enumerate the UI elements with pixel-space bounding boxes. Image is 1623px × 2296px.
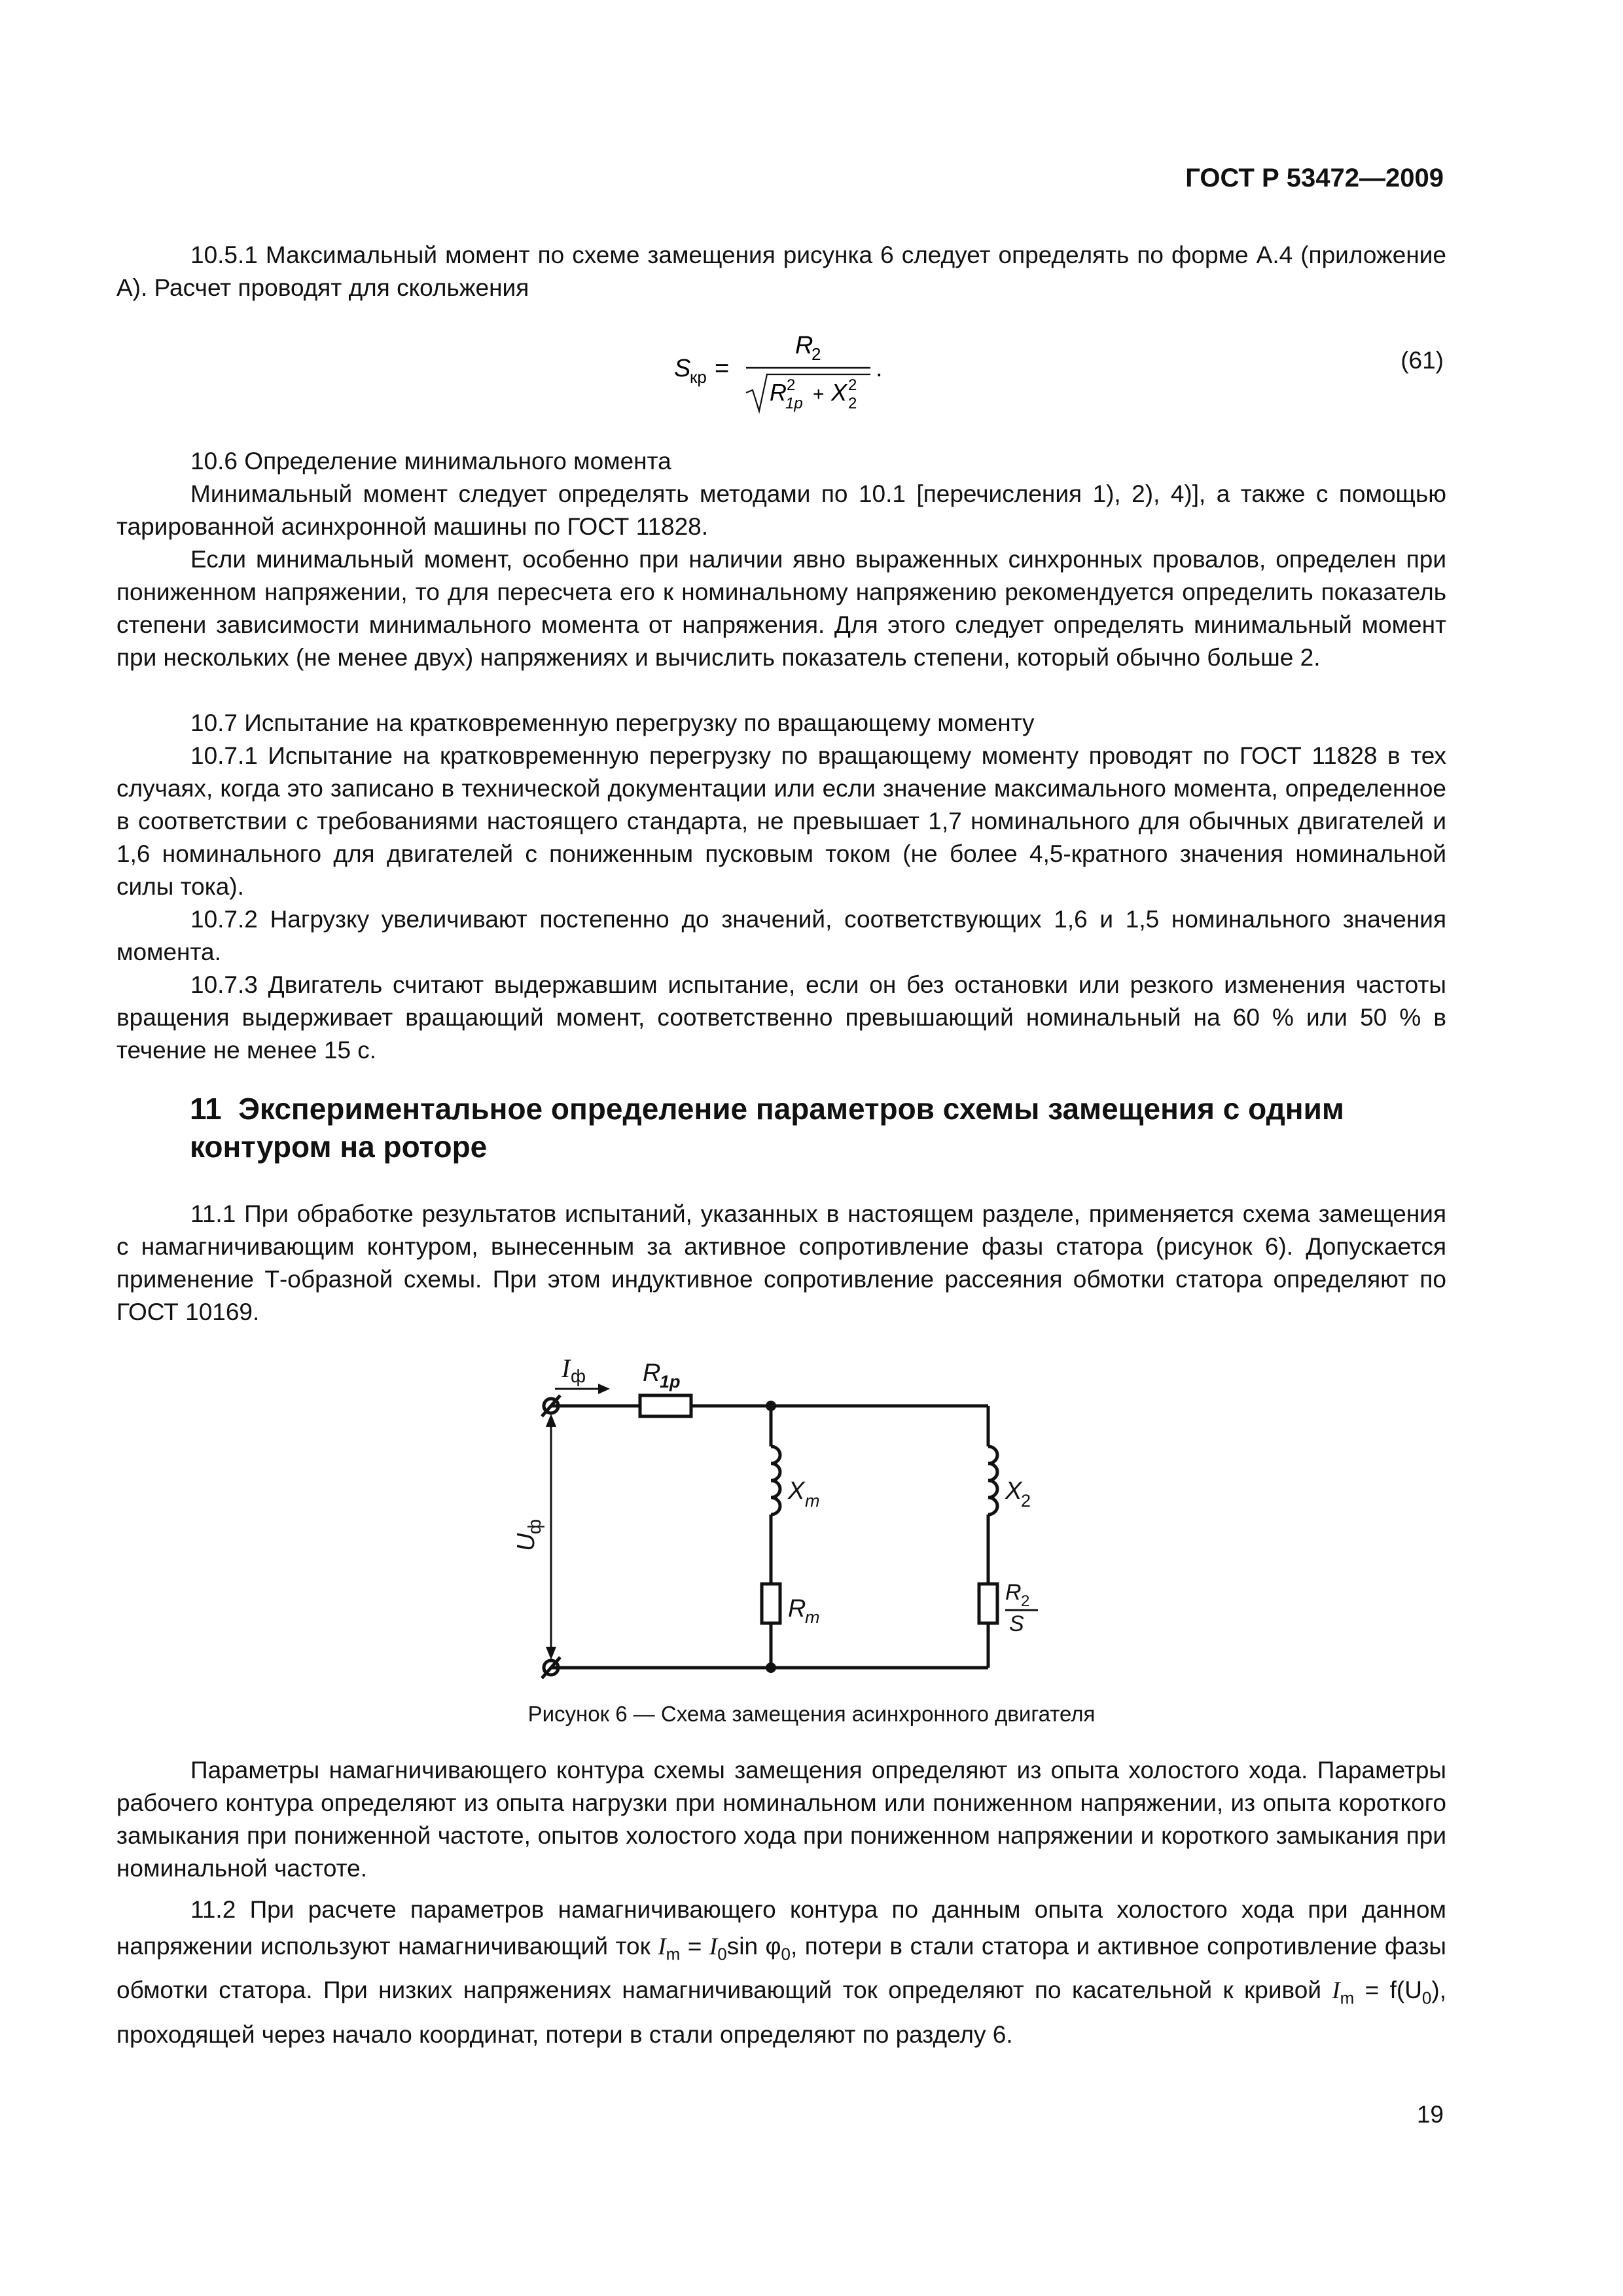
rm-resistor [762, 1584, 780, 1623]
formula-lhs-sub: кр [690, 367, 707, 387]
den-x-sup: 2 [848, 376, 857, 394]
xm-inductor [771, 1446, 780, 1515]
eq-sign: = [680, 1933, 709, 1960]
paragraph-10-7-3: 10.7.3 Двигатель считают выдержавшим испытание, если он без остановки или резкого изменения частоты вращения выдерживает вращающий момент, соответственно превышающий номинальный на 60 % или 50 % в течение не менее 15 с. [116, 971, 1446, 1064]
svg-text:.: . [876, 355, 883, 382]
label-xm-sub: m [805, 1491, 820, 1511]
im-symbol: I [658, 1933, 666, 1960]
label-r2-sub: 2 [1021, 1592, 1030, 1610]
voltage-arrow-head-down [546, 1647, 556, 1660]
formula-numerator-sub: 2 [812, 344, 821, 364]
label-xm: X [788, 1477, 805, 1505]
page-number: 19 [1416, 2101, 1444, 2128]
den-r-sub: 1p [785, 395, 803, 412]
r1p-resistor [640, 1395, 691, 1416]
svg-text:=: = [715, 355, 730, 382]
figure-caption: Рисунок 6 — Схема замещения асинхронного двигателя [527, 1702, 1096, 1726]
den-x: X [831, 379, 847, 406]
label-u-phase: U [512, 1533, 540, 1551]
den-r: R [770, 379, 787, 406]
r2s-resistor [979, 1584, 997, 1623]
junction-top [766, 1401, 776, 1411]
curve-im-sub: m [1340, 1988, 1355, 2008]
equation-number: (61) [1400, 347, 1444, 374]
label-s: S [1009, 1611, 1024, 1636]
label-i-phase-sub: ф [571, 1366, 586, 1386]
label-rm-sub: m [805, 1607, 820, 1627]
paragraph-10-6: 10.6 Определение минимального момента [190, 448, 671, 475]
formula-61 [668, 327, 903, 419]
p11-part-a: 11.2 При расчете параметров намагничивающего контура по данным опыта холостого хода при данном напряжении используют намагничивающий ток [116, 1896, 1446, 1960]
den-x-sub: 2 [848, 395, 857, 412]
label-r1p-sub: 1p [660, 1372, 681, 1391]
curve-rhs: = f(U [1354, 1977, 1422, 2004]
paragraph-10-6-text: Минимальный момент следует определять методами по 10.1 [перечисления 1), 2), 4)], а также с помощью тарированной асинхронной машины по ГОСТ 11828. [116, 480, 1446, 540]
im-sub: m [666, 1944, 681, 1964]
paragraph-10-5-1: 10.5.1 Максимальный момент по схеме замещения рисунка 6 следует определять по форме А.4 (приложение А). Расчет проводят для скольжения [116, 242, 1446, 301]
label-x2-sub: 2 [1021, 1491, 1031, 1511]
label-r1p: R [643, 1359, 661, 1387]
section-heading [190, 1090, 1433, 1166]
sin-phi: sin φ [726, 1933, 781, 1960]
i0-sub: 0 [717, 1944, 727, 1964]
paragraph-params: Параметры намагничивающего контура схемы замещения определяют из опыта холостого хода. Параметры рабочего контура определяют из опыта нагрузки при номинальном или пониженном напряжении, из опыта короткого замыкания при пониженной частоте, опытов холостого хода при пониженном напряжении и короткого замыкания при номинальной частоте. [116, 1757, 1446, 1882]
voltage-arrow-head-up [546, 1414, 556, 1427]
paragraph-10-7-1: 10.7.1 Испытание на кратковременную перегрузку по вращающему моменту проводят по ГОСТ 11828 в тех случаях, когда это записано в технической документации или если значение максимального момента, определенное в соответствии с требованиями настоящего стандарта, не превышает 1,7 номинального для обычных двигателей и 1,6 номинального для двигателей с пониженным пусковым током (не более 4,5-кратного значения номинальной силы тока). [116, 742, 1446, 900]
paragraph-min-moment: Если минимальный момент, особенно при наличии явно выраженных синхронных провалов, определен при пониженном напряжении, то для пересчета его к номинальному напряжению рекомендуется определить показатель степени зависимости минимального момента от напряжения. Для этого следует определять минимальный момент при нескольких (не менее двух) напряжениях и вычислить показатель степени, который обычно больше 2. [116, 546, 1446, 671]
junction-bottom [766, 1662, 776, 1673]
document-header: ГОСТ Р 53472—2009 [1185, 164, 1444, 192]
den-r-sup: 2 [787, 376, 796, 394]
label-x2: X [1005, 1477, 1022, 1505]
phi-sub: 0 [781, 1944, 791, 1964]
paragraph-11-2 [116, 1892, 1446, 2053]
paragraph-11-1: 11.1 При обработке результатов испытаний, указанных в настоящем разделе, применяется схема замещения с намагничивающим контуром, вынесенным за активное сопротивление фазы статора (рисунок 6). Допускается применение Т-образной схемы. При этом индуктивное сопротивление рассеяния обмотки статора определяют по ГОСТ 10169. [116, 1200, 1446, 1325]
circuit-diagram [497, 1335, 1060, 1689]
i0-symbol: I [709, 1933, 718, 1960]
curve-im-symbol: I [1332, 1977, 1340, 2005]
label-i-phase: I [562, 1354, 571, 1383]
section-title: Экспериментальное определение параметров схемы замещения с одним контуром на роторе [190, 1092, 1344, 1164]
current-arrow-head [598, 1384, 610, 1394]
curve-u-sub: 0 [1421, 1988, 1432, 2008]
section-number: 11 [190, 1092, 222, 1126]
label-r2: R [1005, 1580, 1022, 1605]
x2-inductor [988, 1446, 997, 1515]
formula-svg [668, 327, 903, 419]
paragraph-10-7: 10.7 Испытание на кратковременную перегрузку по вращающему моменту [190, 709, 1035, 736]
p11-part-c: , проходящей через начало координат, потери в стали определяют по разделу 6. [116, 1977, 1446, 2048]
formula-numerator: R [795, 332, 813, 359]
label-rm: R [788, 1595, 806, 1623]
label-u-phase-sub: ф [524, 1518, 544, 1534]
formula-lhs: S [674, 355, 691, 382]
curve-close: ) [1431, 1977, 1440, 2004]
den-plus: + [813, 384, 825, 405]
p11-part-b: , потери в стали статора и активное сопротивление фазы обмотки статора. При низких напряжениях намагничивающий ток определяют по касательной к кривой [116, 1933, 1446, 2004]
paragraph-10-7-2: 10.7.2 Нагрузку увеличивают постепенно до значений, соответствующих 1,6 и 1,5 номинального значения момента. [116, 906, 1446, 965]
